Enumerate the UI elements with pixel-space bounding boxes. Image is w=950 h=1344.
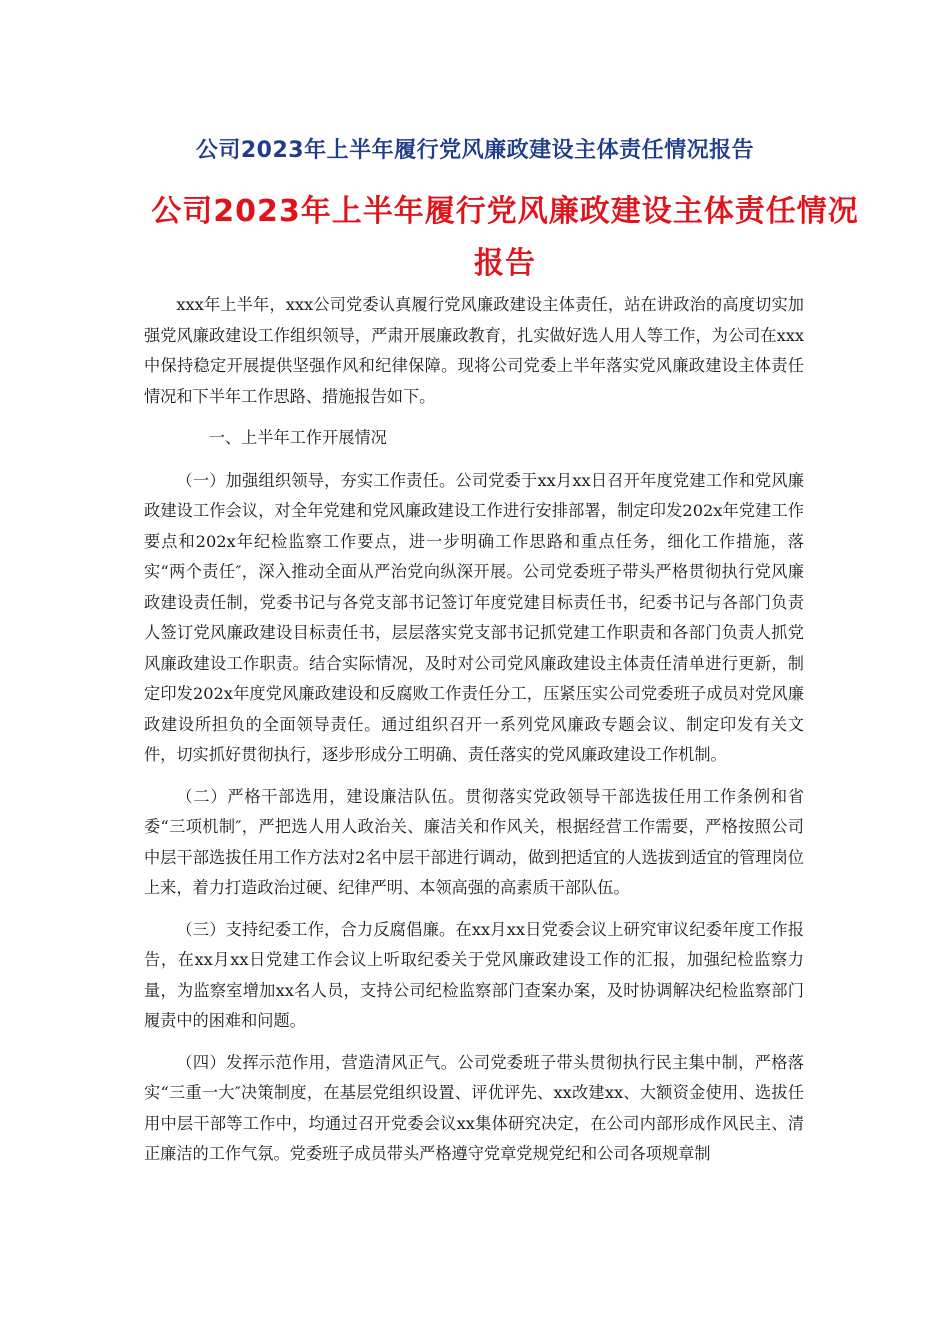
- document-body: [144, 290, 804, 1181]
- header-title: 公司2023年上半年履行党风廉政建设主体责任情况报告: [195, 138, 755, 163]
- main-title: 公司2023年上半年履行党风廉政建设主体责任情况报告: [151, 194, 859, 281]
- paragraph-1: （一）加强组织领导，夯实工作责任。公司党委于xx月xx日召开年度党建工作和党风廉政建设工作会议，对全年党建和党风廉政建设工作进行安排部署，制定印发202x年党建工作要点和202x年纪检监察工作要点，进一步明确工作思路和重点任务，细化工作措施，落实“两个责任″，深入推动全面从严治党向纵深开展。公司党委班子带头严格贯彻执行党风廉政建设责任制，党委书记与各党支部书记签订年度党建目标责任书，纪委书记与各部门负责人签订党风廉政建设目标责任书，层层落实党支部书记抓党建工作职责和各部门负责人抓党风廉政建设工作职责。结合实际情况，及时对公司党风廉政建设主体责任清单进行更新，制定印发202x年度党风廉政建设和反腐败工作责任分工，压紧压实公司党委班子成员对党风廉政建设所担负的全面领导责任。通过组织召开一系列党风廉政专题会议、制定印发有关文件，切实抓好贯彻执行，逐步形成分工明确、责任落实的党风廉政建设工作机制。: [144, 470, 804, 764]
- paragraph-2: （二）严格干部选用，建设廉洁队伍。贯彻落实党政领导干部选拔任用工作条例和省委“三项机制″，严把选人用人政治关、廉洁关和作风关，根据经营工作需要，严格按照公司中层干部选拔任用工作方法对2名中层干部进行调动，做到把适宜的人选拔到适宜的管理岗位上来，着力打造政治过硬、纪律严明、本领高强的高素质干部队伍。: [144, 786, 804, 897]
- paragraph-3: （三）支持纪委工作，合力反腐倡廉。在xx月xx日党委会议上研究审议纪委年度工作报告，在xx月xx日党建工作会议上听取纪委关于党风廉政建设工作的汇报，加强纪检监察力量，为监察室增加xx名人员，支持公司纪检监察部门查案办案，及时协调解决纪检监察部门履责中的困难和问题。: [144, 919, 804, 1030]
- paragraph-4: （四）发挥示范作用，营造清风正气。公司党委班子带头贯彻执行民主集中制，严格落实“三重一大″决策制度，在基层党组织设置、评优评先、xx改建xx、大额资金使用、选拔任用中层干部等工作中，均通过召开党委会议xx集体研究决定，在公司内部形成作风民主、清正廉洁的工作气氛。党委班子成员带头严格遵守党章党规党纪和公司各项规章制: [144, 1052, 804, 1163]
- section-heading: 一、上半年工作开展情况: [208, 428, 387, 447]
- intro-paragraph: xxx年上半年，xxx公司党委认真履行党风廉政建设主体责任，站在讲政治的高度切实加强党风廉政建设工作组织领导，严肃开展廉政教育，扎实做好选人用人等工作，为公司在xxx中保持稳定开展提供坚强作风和纪律保障。现将公司党委上半年落实党风廉政建设主体责任情况和下半年工作思路、措施报告如下。: [144, 295, 804, 406]
